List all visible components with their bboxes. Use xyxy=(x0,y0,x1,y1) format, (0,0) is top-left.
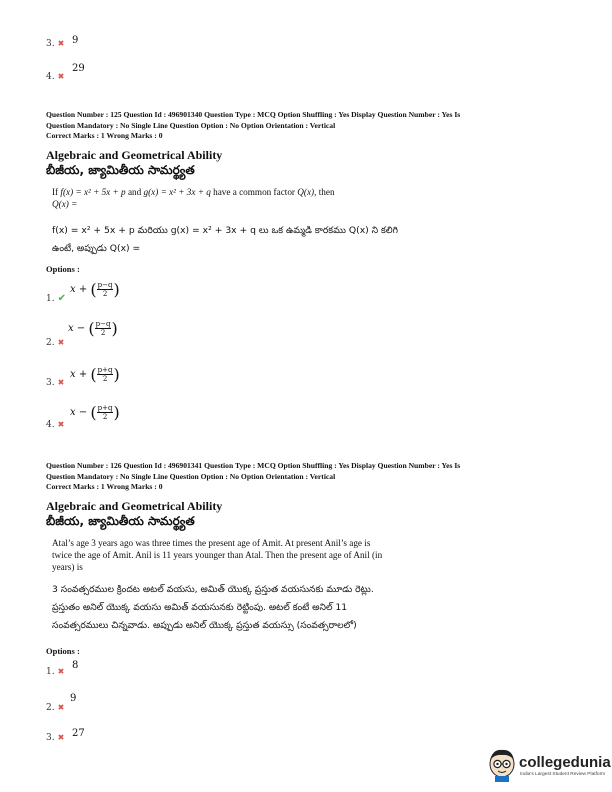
option-number: 4. ✖ xyxy=(46,72,65,82)
question-text-telugu: f(x) = x² + 5x + p మరియు g(x) = x² + 3x + q లు ఒక ఉమ్మడి కారకము Q(x) ని కలిగి ఉంటే, అప్పుడు Q(x) = xyxy=(52,225,398,254)
wrong-icon: ✖ xyxy=(57,703,65,712)
option-number: 3. ✖ xyxy=(46,378,65,388)
option-value: 29 xyxy=(72,63,85,74)
option-expression: x + ( $\frac{p+q}{2}$ ) xyxy=(70,365,120,384)
option-number: 1. ✔ xyxy=(46,293,66,304)
question-meta: Question Number : 126 Question Id : 496901341 Question Type : MCQ Option Shuffling : Yes Display Question Number : Yes Is Question Mandatory : No Single Line Question Option : No Option Orientation : Vertical Correct Marks : 1 Wrong Marks : 0 xyxy=(46,461,461,491)
option-expression: x + ( $\frac{p-q}{2}$ ) xyxy=(70,280,120,299)
option-number: 3. ✖ xyxy=(46,39,65,49)
option-number: 1. ✖ xyxy=(46,667,65,677)
question-meta: Question Number : 125 Question Id : 496901340 Question Type : MCQ Option Shuffling : Yes Display Question Number : Yes Is Question Mandatory : No Single Line Question Option : No Option Orientation : Vertical Correct Marks : 1 Wrong Marks : 0 xyxy=(46,110,461,140)
wrong-icon: ✖ xyxy=(57,72,65,81)
question-text-telugu: 3 సంవత్సరముల క్రిందట అటల్ వయసు, అమిత్ యొక్క ప్రస్తుత వయసునకు మూడు రెట్లు. ప్రస్తుతం అనిల్ యొక్క వయసు అమిత్ వయసునకు రెట్టింపు. అటల్ కంటే అనిల్ 11 సంవత్సరములు చిన్నవాడు. అప్పుడు అనిల్ యొక్క ప్రస్తుత వయస్సు (సంవత్సరాలలో) xyxy=(52,584,374,631)
subject-title: Algebraic and Geometrical Ability xyxy=(46,148,223,162)
option-number: 2. ✖ xyxy=(46,703,65,713)
mascot-icon xyxy=(487,748,517,782)
option-expression: x − ( $\frac{p+q}{2}$ ) xyxy=(70,403,120,422)
options-label: Options : xyxy=(46,646,80,656)
collegedunia-logo xyxy=(487,748,611,788)
subject-title-telugu: బీజీయ, జ్యామితీయ సామర్థ్యత xyxy=(46,514,195,528)
question-text: If f(x) = x² + 5x + p and g(x) = x² + 3x + q have a common factor Q(x), then Q(x) = xyxy=(52,187,335,209)
wrong-icon: ✖ xyxy=(57,338,65,347)
option-value: 27 xyxy=(72,728,85,739)
option-expression: x − ( $\frac{p-q}{2}$ ) xyxy=(68,319,118,338)
option-number: 2. ✖ xyxy=(46,338,65,348)
option-number: 4. ✖ xyxy=(46,420,65,430)
option-value: 8 xyxy=(72,660,79,671)
wrong-icon: ✖ xyxy=(57,378,65,387)
option-number: 3. ✖ xyxy=(46,733,65,743)
option-value: 9 xyxy=(70,693,77,704)
wrong-icon: ✖ xyxy=(57,667,65,676)
logo-name: collegedunia xyxy=(519,754,611,771)
correct-check-icon: ✔ xyxy=(57,293,66,304)
wrong-icon: ✖ xyxy=(57,733,65,742)
wrong-icon: ✖ xyxy=(57,39,65,48)
question-text: Atal’s age 3 years ago was three times the present age of Amit. At present Anil’s age is twice the age of Amit. Anil is 11 years younger than Atal. Then the present age of Anil (in years) is xyxy=(52,538,383,572)
subject-title: Algebraic and Geometrical Ability xyxy=(46,499,223,513)
wrong-icon: ✖ xyxy=(57,420,65,429)
option-value: 9 xyxy=(72,35,79,46)
logo-tagline: India's Largest Student Review Platform xyxy=(520,772,606,777)
options-label: Options : xyxy=(46,264,80,274)
subject-title-telugu: బీజీయ, జ్యామితీయ సామర్థ్యత xyxy=(46,163,195,177)
